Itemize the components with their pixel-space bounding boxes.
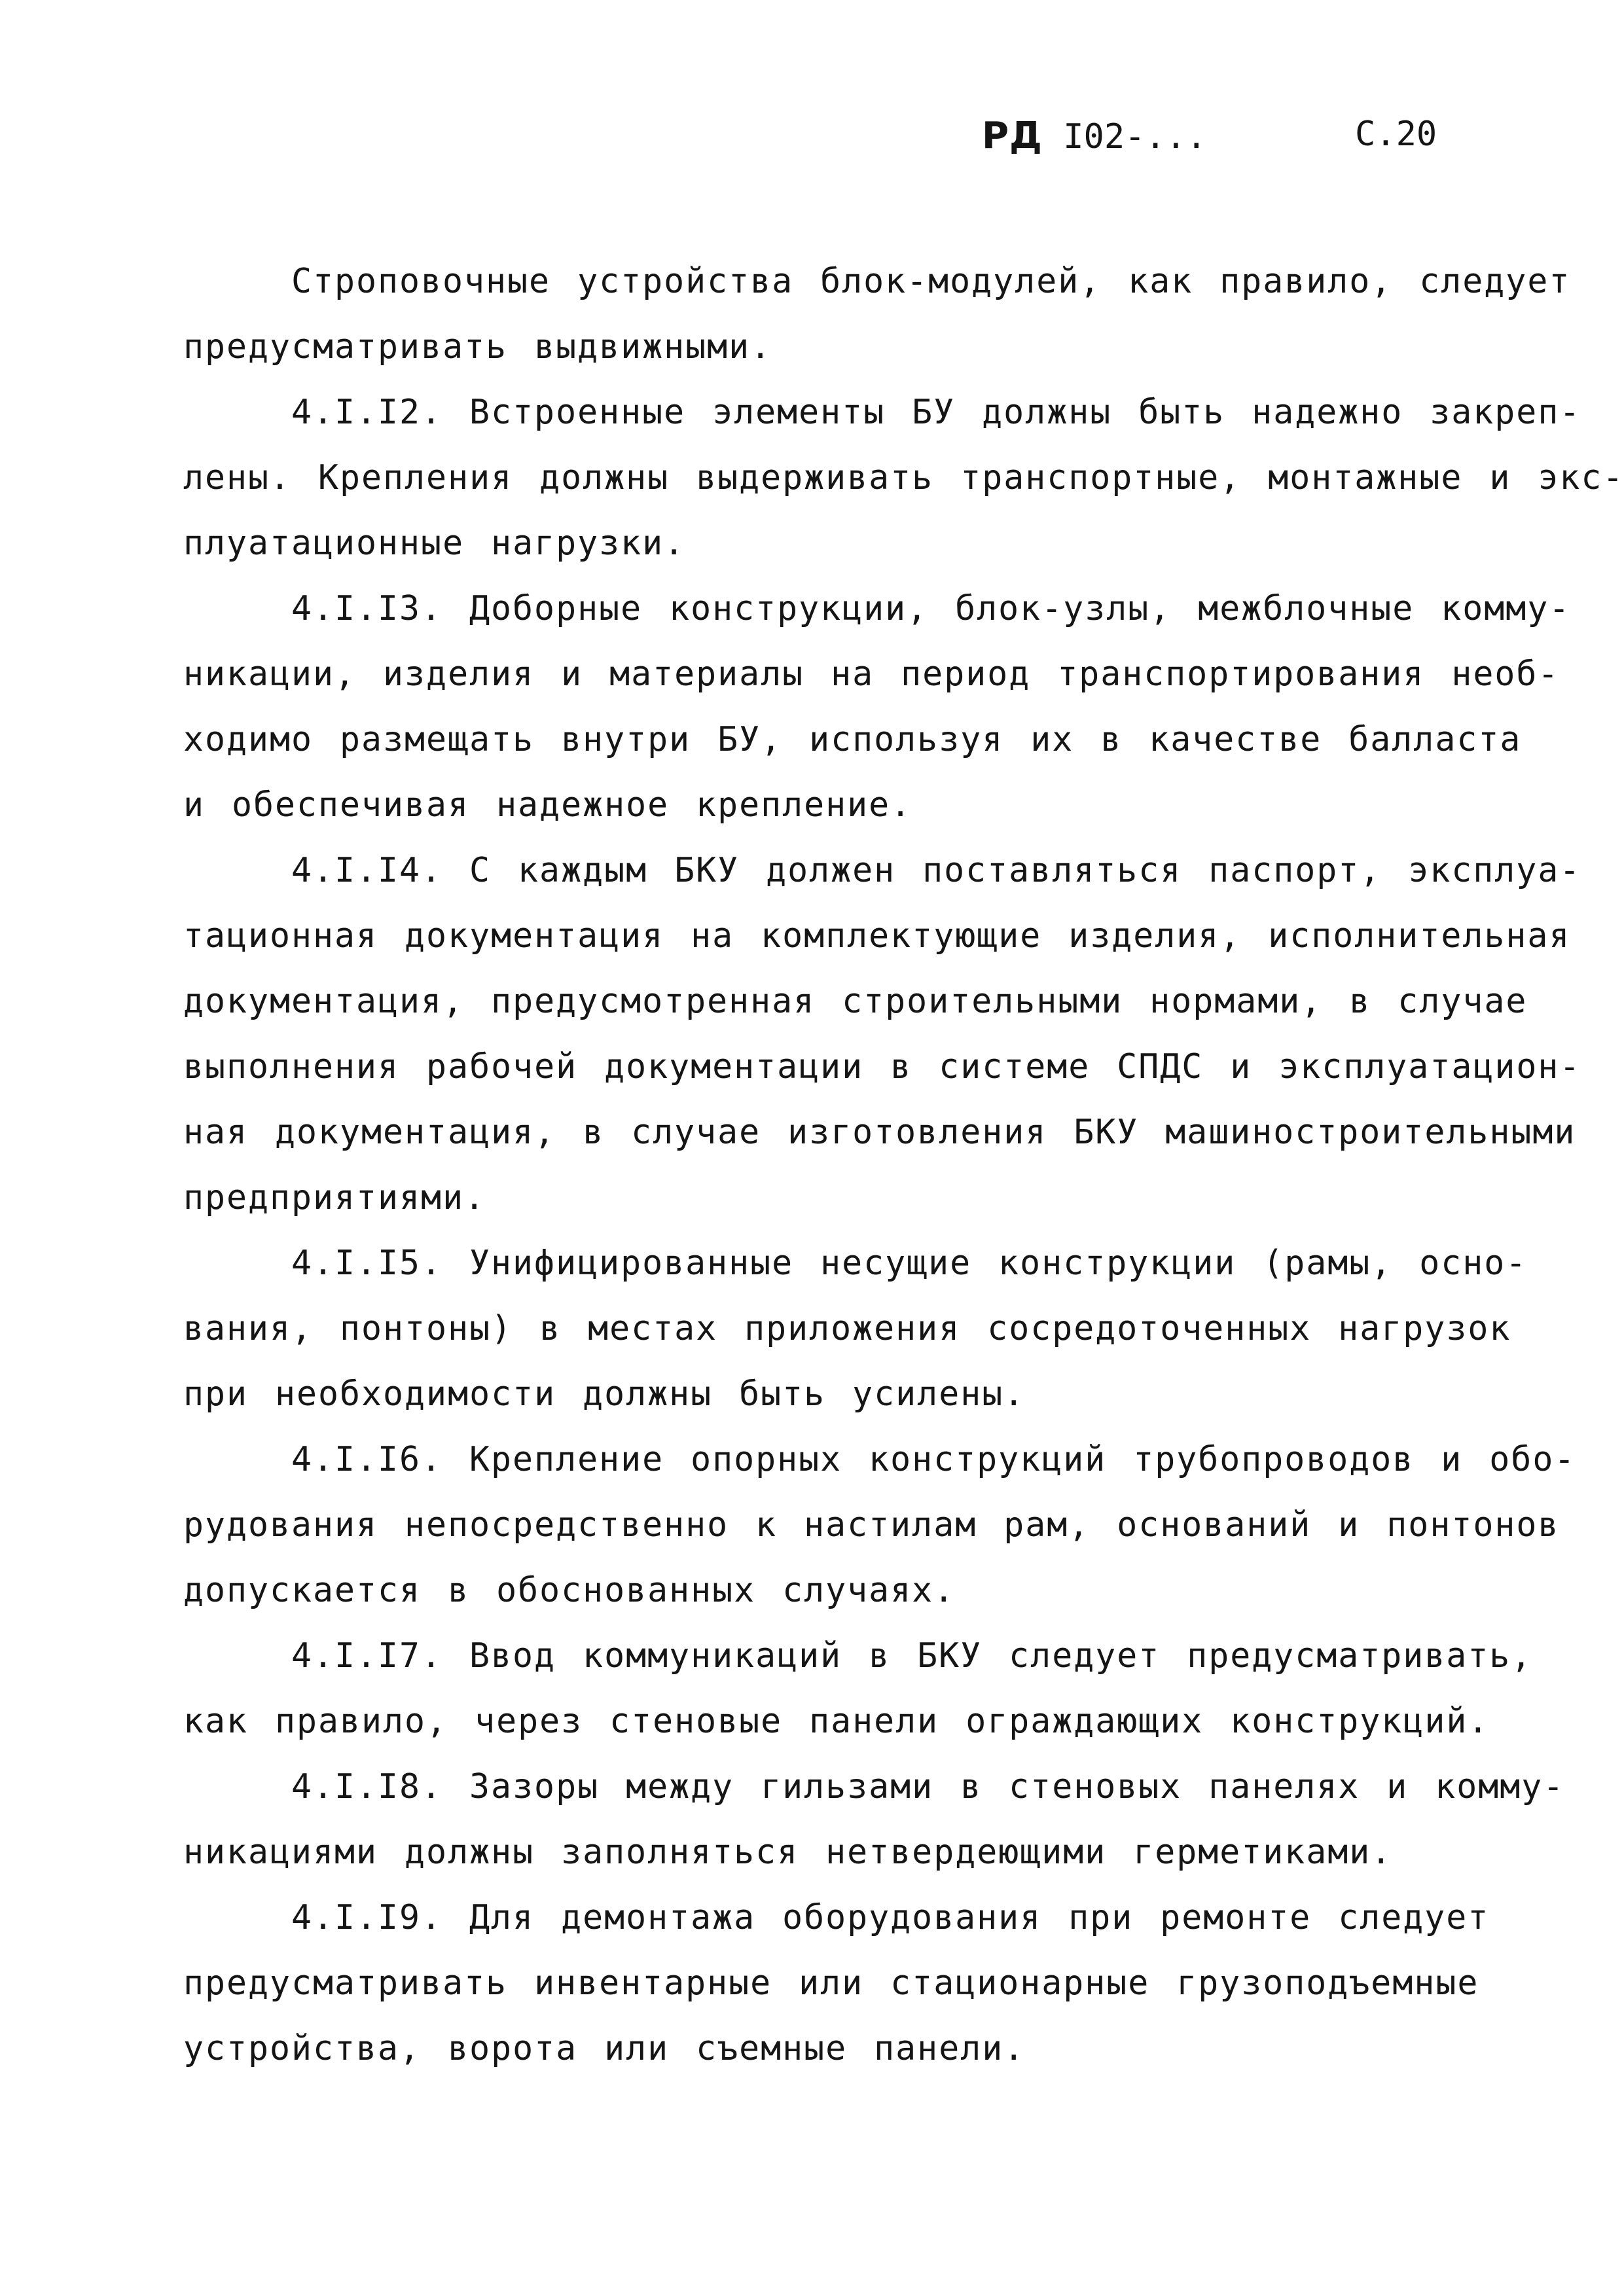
page-number: С.20 [1355,115,1437,154]
clause-4-1-19: 4.I.I9. Для демонтажа оборудования при ремонте следует [291,1898,1490,1937]
clause-4-1-12: 4.I.I2. Встроенные элементы БУ должны быть надежно закреп- [291,393,1581,432]
text-line: вания, понтоны) в местах приложения сосредоточенных нагрузок [183,1309,1511,1348]
clause-4-1-14: 4.I.I4. С каждым БКУ должен поставляться паспорт, эксплуа- [291,851,1581,890]
text-line: и обеспечивая надежное крепление. [183,785,912,825]
clause-4-1-16: 4.I.I6. Крепление опорных конструкций трубопроводов и обо- [291,1440,1576,1479]
text-line: никациями должны заполняться нетвердеющими герметиками. [183,1833,1393,1872]
text-line: при необходимости должны быть усилены. [183,1374,1026,1414]
text-line: Строповочные устройства блок-модулей, как правило, следует [291,262,1571,301]
clause-4-1-13: 4.I.I3. Доборные конструкции, блок-узлы, межблочные комму- [291,589,1571,628]
text-line: как правило, через стеновые панели ограждающих конструкций. [183,1702,1490,1741]
text-line: устройства, ворота или съемные панели. [183,2029,1026,2068]
text-line: предусматривать инвентарные или стационарные грузоподъемные [183,1964,1479,2003]
text-line: никации, изделия и материалы на период транспортирования необ- [183,655,1560,694]
text-line: допускается в обоснованных случаях. [183,1571,956,1610]
clause-4-1-18: 4.I.I8. Зазоры между гильзами в стеновых панелях и комму- [291,1767,1565,1806]
text-line: лены. Крепления должны выдерживать транспортные, монтажные и экс- [183,458,1624,497]
page-header [982,115,1460,167]
text-line: выполнения рабочей документации в системе СПДС и эксплуатацион- [183,1047,1581,1086]
document-code-number: I02-... [1063,117,1207,156]
clause-4-1-15: 4.I.I5. Унифицированные несущие конструкции (рамы, осно- [291,1244,1528,1283]
text-line: тационная документация на комплектующие изделия, исполнительная [183,916,1571,956]
clause-4-1-17: 4.I.I7. Ввод коммуникаций в БКУ следует предусматривать, [291,1636,1533,1676]
text-line: предприятиями. [183,1178,486,1217]
text-line: предусматривать выдвижными. [183,327,772,367]
text-line: рудования непосредственно к настилам рам, оснований и понтонов [183,1505,1560,1545]
text-line: ходимо размещать внутри БУ, используя их в качестве балласта [183,720,1522,759]
text-line: документация, предусмотренная строительными нормами, в случае [183,982,1528,1021]
document-code-prefix: РД [982,115,1043,157]
document-code [982,115,1206,157]
text-line: плуатационные нагрузки. [183,524,686,563]
text-line: ная документация, в случае изготовления БКУ машиностроительными [183,1113,1576,1152]
body-text [183,249,1624,2081]
